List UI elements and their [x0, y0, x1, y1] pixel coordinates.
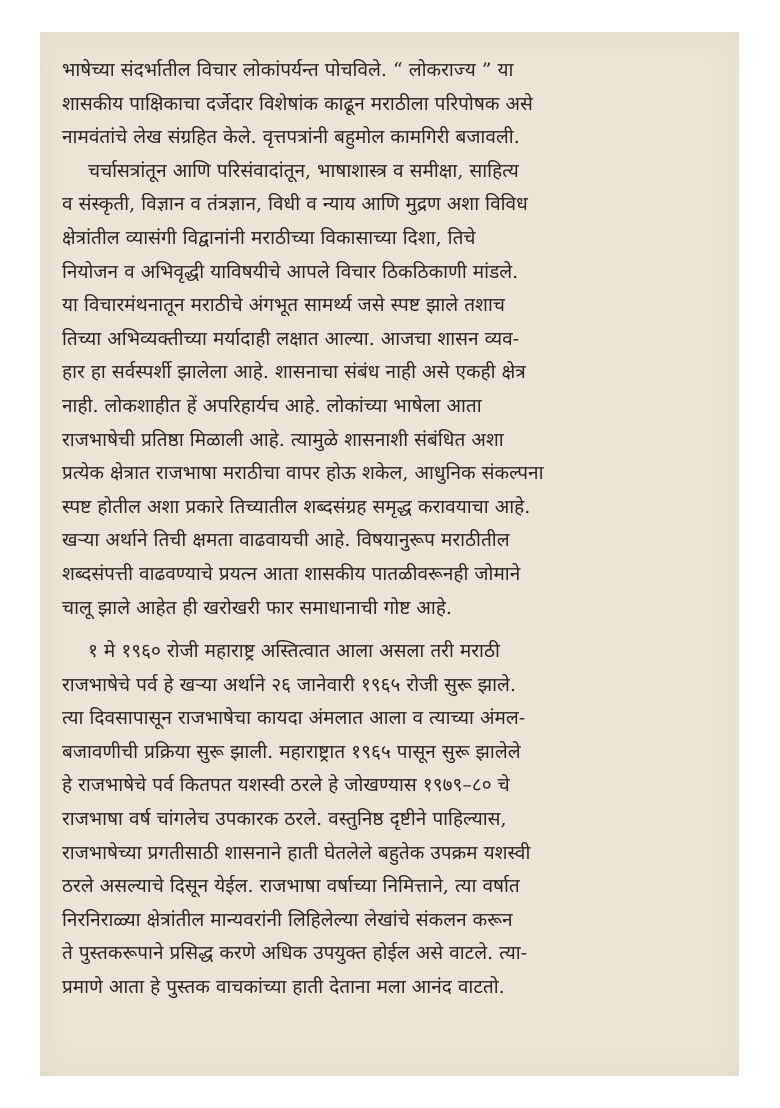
text-line: राजभाषेच्या प्रगतीसाठी शासनाने हाती घेतलेले बहुतेक उपक्रम यशस्वी — [62, 841, 531, 864]
text-line: त्या दिवसापासून राजभाषेचा कायदा अंमलात आला व त्याच्या अंमल- — [62, 707, 526, 730]
document-body — [62, 54, 724, 1005]
text-line: बजावणीची प्रक्रिया सुरू झाली. महाराष्ट्रात १९६५ पासून सुरू झालेले — [62, 740, 521, 763]
text-line: व संस्कृती, विज्ञान व तंत्रज्ञान, विधी व न्याय आणि मुद्रण अशा विविध — [62, 193, 528, 216]
text-line: राजभाषेचे पर्व हे खऱ्या अर्थाने २६ जानेवारी १९६५ रोजी सुरू झाले. — [62, 673, 516, 696]
text-line: तिच्या अभिव्यक्तीच्या मर्यादाही लक्षात आल्या. आजचा शासन व्यव- — [62, 327, 520, 350]
text-line: हे राजभाषेचे पर्व कितपत यशस्वी ठरले हे जोखण्यास १९७९–८० चे — [62, 774, 510, 797]
paragraph-1 — [62, 54, 724, 155]
text-line: नाही. लोकशाहीत हें अपरिहार्यच आहे. लोकांच्या भाषेला आता — [62, 394, 482, 417]
text-line: हार हा सर्वस्पर्शी झालेला आहे. शासनाचा संबंध नाही असे एकही क्षेत्र — [62, 361, 526, 384]
text-line: १ मे १९६० रोजी महाराष्ट्र अस्तित्वात आला असला तरी मराठी — [88, 640, 500, 663]
text-line: भाषेच्या संदर्भातील विचार लोकांपर्यन्त पोचविले. “ लोकराज्य ” या — [62, 59, 514, 81]
text-line: ठरले असल्याचे दिसून येईल. राजभाषा वर्षाच्या निमित्ताने, त्या वर्षात — [62, 875, 520, 898]
text-line: शब्दसंपत्ती वाढवण्याचे प्रयत्न आता शासकीय पातळीवरूनही जोमाने — [62, 562, 521, 585]
text-line: चालू झाले आहेत ही खरोखरी फार समाधानाची गोष्ट आहे. — [62, 596, 452, 619]
text-line: क्षेत्रांतील व्यासंगी विद्वानांनी मराठीच्या विकासाच्या दिशा, तिचे — [62, 226, 476, 249]
text-line: निरनिराळ्या क्षेत्रांतील मान्यवरांनी लिहिलेल्या लेखांचे संकलन करून — [62, 908, 513, 931]
text-line: प्रमाणे आता हे पुस्तक वाचकांच्या हाती देताना मला आनंद वाटतो. — [62, 976, 505, 999]
text-line: या विचारमंथनातून मराठीचे अंगभूत सामर्थ्य जसे स्पष्ट झाले तशाच — [62, 294, 505, 317]
text-line: नामवंतांचे लेख संग्रहित केले. वृत्तपत्रांनी बहुमोल कामगिरी बजावली. — [62, 126, 520, 149]
text-line: स्पष्ट होतील अशा प्रकारे तिच्यातील शब्दसंग्रह समृद्ध करावयाचा आहे. — [62, 495, 531, 518]
text-line: चर्चासत्रांतून आणि परिसंवादांतून, भाषाशास्त्र व समीक्षा, साहित्य — [88, 159, 519, 182]
paragraph-2 — [62, 155, 724, 625]
text-line: खऱ्या अर्थाने तिची क्षमता वाढवायची आहे. विषयानुरूप मराठीतील — [62, 529, 510, 552]
text-line: राजभाषा वर्ष चांगलेच उपकारक ठरले. वस्तुनिष्ठ दृष्टीने पाहिल्यास, — [62, 808, 507, 831]
text-line: ते पुस्तकरूपाने प्रसिद्ध करणे अधिक उपयुक्त होईल असे वाटले. त्या- — [62, 942, 528, 965]
text-line: नियोजन व अभिवृद्धी याविषयीचे आपले विचार ठिकठिकाणी मांडले. — [62, 260, 519, 283]
paragraph-3 — [62, 635, 724, 1005]
text-line: शासकीय पाक्षिकाचा दर्जेदार विशेषांक काढून मराठीला परिपोषक असे — [62, 92, 533, 115]
text-line: प्रत्येक क्षेत्रात राजभाषा मराठीचा वापर होऊ शकेल, आधुनिक संकल्पना — [62, 462, 544, 485]
text-line: राजभाषेची प्रतिष्ठा मिळाली आहे. त्यामुळे शासनाशी संबंधित अशा — [62, 428, 504, 451]
